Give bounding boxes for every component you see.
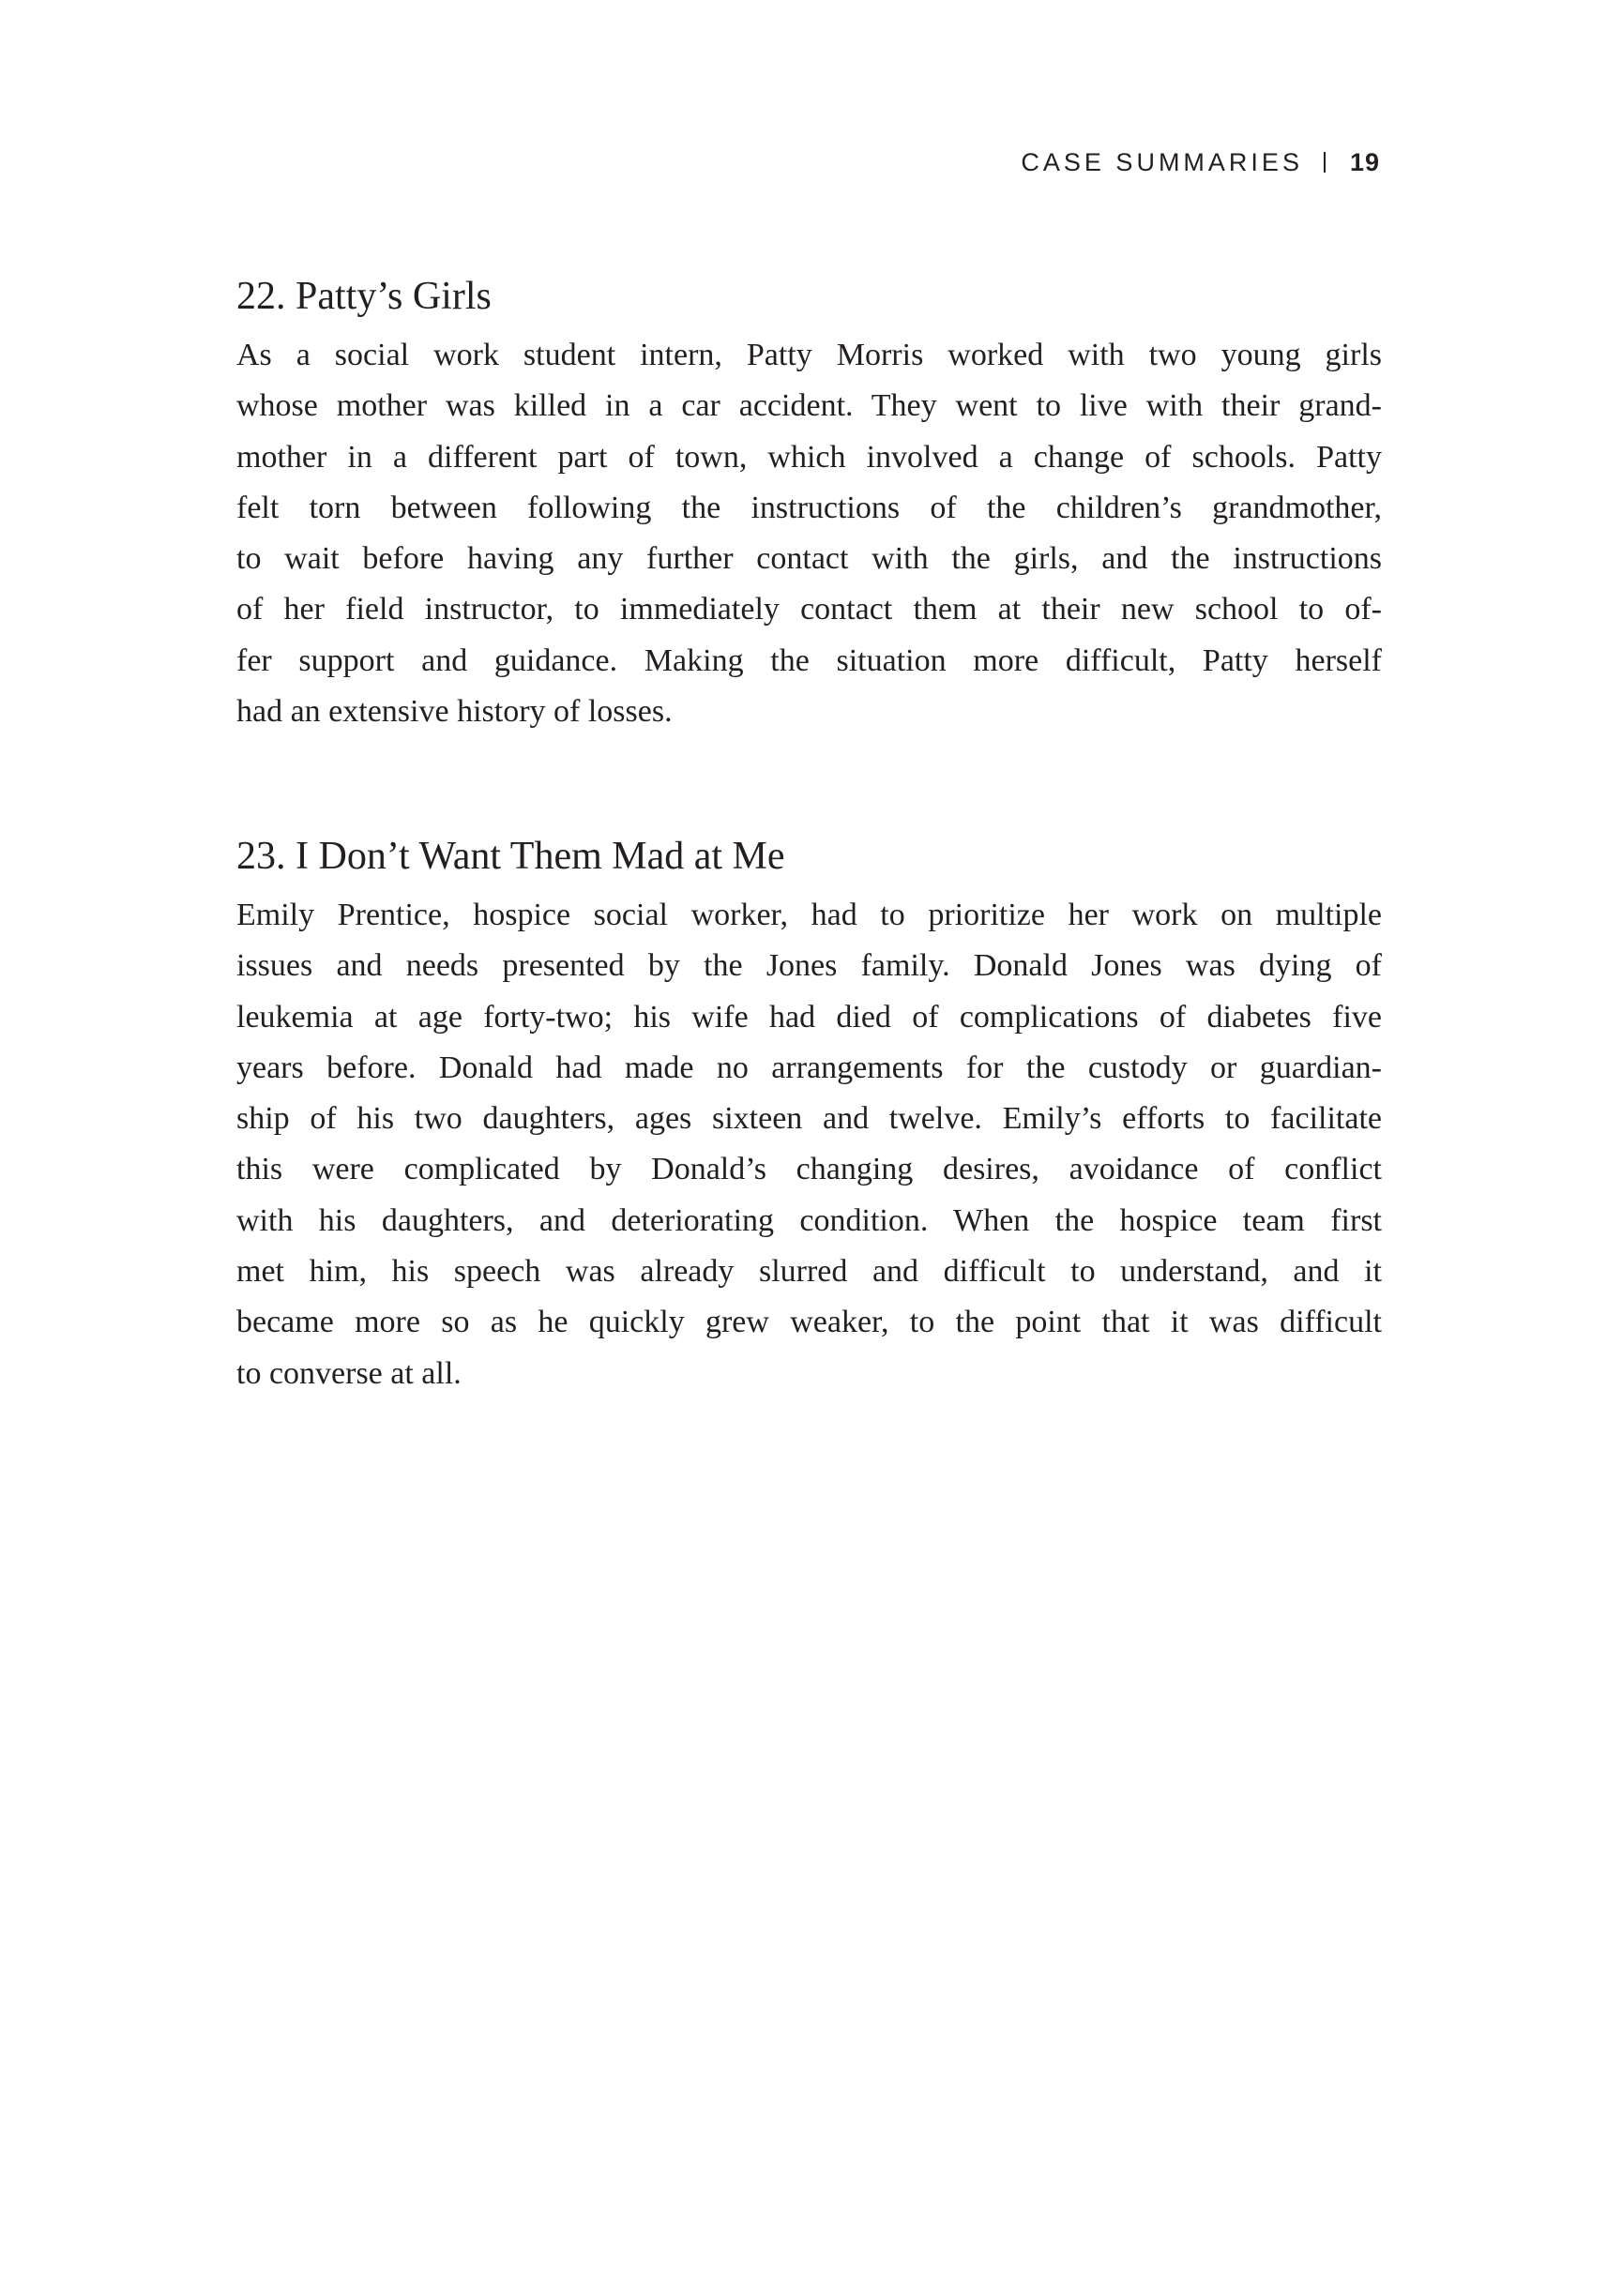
body-line: to wait before having any further contact with the girls, and the instructions [236, 541, 1382, 577]
body-line: to converse at all. [236, 1355, 462, 1391]
body-line: whose mother was killed in a car accident. They went to live with their grand- [236, 388, 1382, 424]
body-line: became more so as he quickly grew weaker, to the point that it was difficult [236, 1305, 1382, 1340]
case-body [236, 890, 1382, 1399]
body-line: of her field instructor, to immediately contact them at their new school to of- [236, 592, 1382, 627]
running-head-divider [1324, 152, 1326, 173]
body-line: As a social work student intern, Patty Morris worked with two young girls [236, 338, 1382, 372]
body-line: years before. Donald had made no arrangements for the custody or guardian- [236, 1050, 1382, 1085]
case-summary-22 [236, 268, 1382, 737]
body-line: mother in a different part of town, which involved a change of schools. Patty [236, 439, 1382, 475]
case-summary-23 [236, 828, 1382, 1399]
body-line: this were complicated by Donald’s changing desires, avoidance of conflict [236, 1152, 1382, 1187]
body-line: leukemia at age forty-two; his wife had died of complications of diabetes five [236, 999, 1382, 1035]
case-title: 23. I Don’t Want Them Mad at Me [236, 835, 785, 878]
body-line: Emily Prentice, hospice social worker, had to prioritize her work on multiple [236, 898, 1382, 932]
body-line: had an extensive history of losses. [236, 694, 673, 730]
body-line: issues and needs presented by the Jones family. Donald Jones was dying of [236, 948, 1382, 984]
body-line: fer support and guidance. Making the situation more difficult, Patty herself [236, 642, 1382, 678]
case-body [236, 330, 1382, 737]
page-number: 19 [1349, 148, 1380, 176]
case-title: 22. Patty’s Girls [236, 275, 492, 318]
body-line: met him, his speech was already slurred and difficult to understand, and it [236, 1254, 1382, 1290]
body-line: ship of his two daughters, ages sixteen and twelve. Emily’s efforts to facilitate [236, 1101, 1382, 1137]
running-head-section: CASE SUMMARIES [1021, 148, 1303, 176]
body-line: with his daughters, and deteriorating condition. When the hospice team first [236, 1202, 1382, 1238]
running-head [1021, 145, 1380, 179]
body-line: felt torn between following the instructions of the children’s grandmother, [236, 490, 1382, 525]
